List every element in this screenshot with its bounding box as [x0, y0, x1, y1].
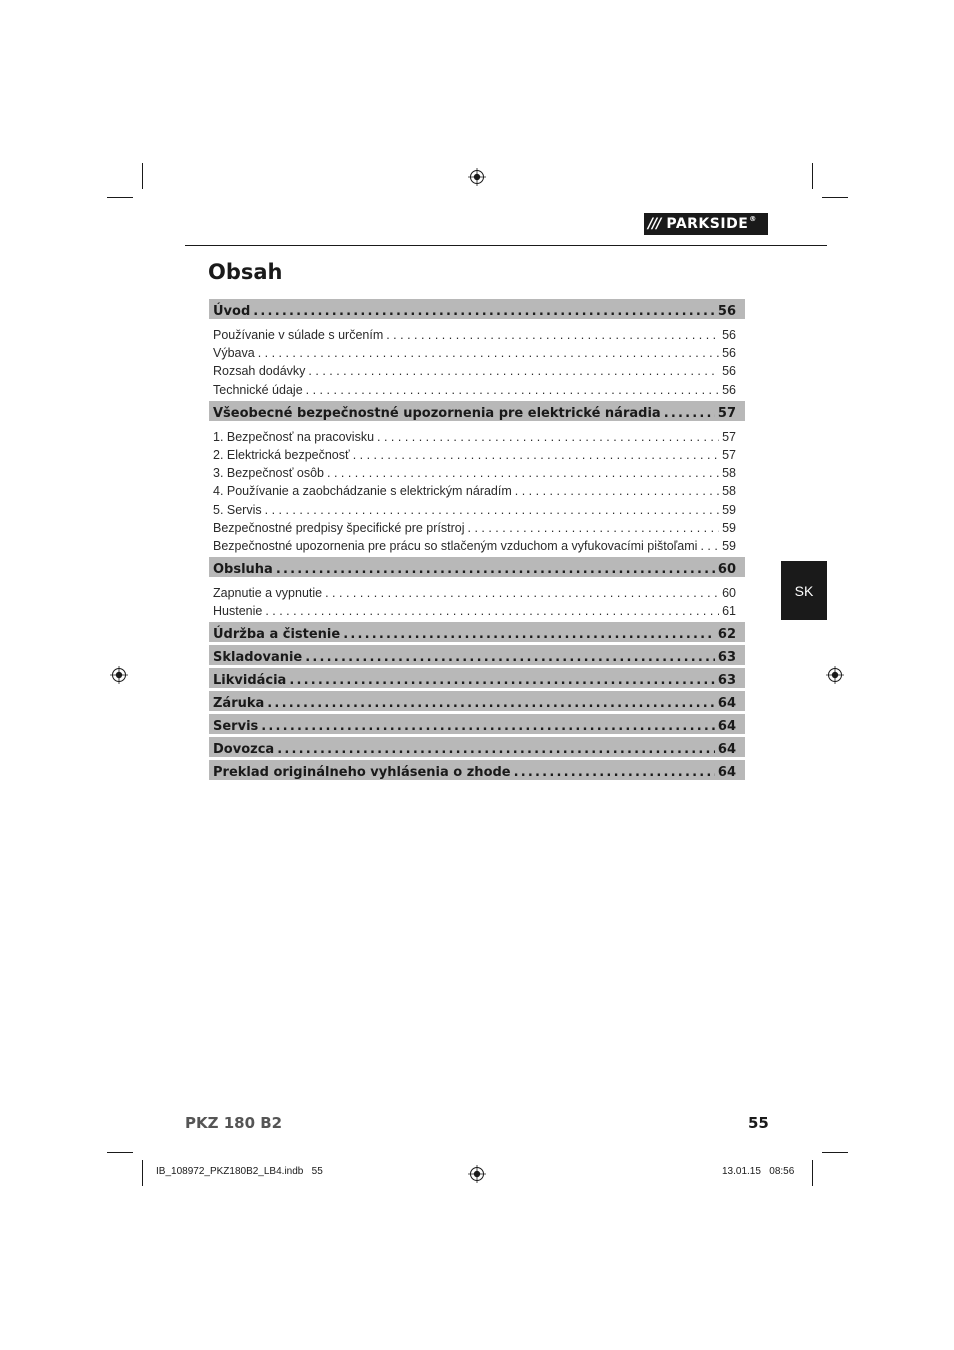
crop-mark — [822, 1152, 848, 1153]
toc-section — [209, 668, 745, 688]
toc-subsection-page: 59 — [722, 538, 736, 553]
toc-subsection-label: Technické údaje — [213, 382, 303, 397]
toc-leader — [305, 650, 715, 665]
toc-section-page: 56 — [717, 304, 736, 319]
toc-subsection-page: 60 — [722, 586, 736, 601]
toc-section — [209, 401, 745, 421]
toc-leader — [343, 627, 715, 642]
footer-page-number: 55 — [748, 1114, 769, 1132]
table-of-contents — [209, 299, 745, 780]
toc-section — [209, 691, 745, 711]
toc-subsection-page: 58 — [722, 484, 736, 499]
toc-subsection-label: Bezpečnostné upozornenia pre prácu so stlačeným vzduchom a vyfukovacími pištoľami — [213, 538, 698, 553]
toc-section-label: Obsluha — [213, 562, 273, 578]
toc-subsection — [209, 326, 745, 344]
logo-trademark: ® — [749, 215, 757, 223]
toc-section-page: 64 — [717, 696, 736, 712]
toc-subsection-list — [209, 582, 745, 622]
toc-subsection — [209, 446, 745, 464]
language-tab: SK — [781, 561, 827, 620]
toc-leader — [265, 503, 719, 517]
crop-mark — [142, 163, 143, 189]
crop-mark — [107, 197, 133, 198]
toc-leader — [327, 466, 719, 480]
toc-subsection — [209, 381, 745, 399]
toc-subsection-label: Rozsah dodávky — [213, 364, 306, 379]
toc-section — [209, 299, 745, 319]
toc-section — [209, 737, 745, 757]
toc-subsection-page: 57 — [722, 429, 736, 444]
toc-section-label: Dovozca — [213, 742, 275, 758]
toc-leader — [353, 448, 719, 462]
toc-subsection — [209, 428, 745, 446]
toc-section — [209, 760, 745, 780]
toc-section-page: 63 — [717, 650, 736, 666]
toc-subsection — [209, 584, 745, 602]
logo-text: PARKSIDE — [666, 216, 749, 232]
toc-leader — [377, 430, 719, 444]
crop-mark — [822, 197, 848, 198]
toc-leader — [386, 328, 719, 342]
toc-subsection — [209, 344, 745, 362]
toc-leader — [514, 765, 715, 780]
toc-leader — [277, 742, 715, 757]
toc-leader — [468, 521, 720, 535]
toc-leader — [515, 484, 719, 498]
toc-subsection-label: 2. Elektrická bezpečnosť — [213, 448, 350, 463]
toc-subsection — [209, 482, 745, 500]
registration-mark-icon — [468, 168, 486, 186]
toc-leader — [276, 562, 715, 577]
toc-leader — [700, 539, 719, 553]
toc-section-page: 60 — [717, 562, 736, 578]
toc-subsection-label: Používanie v súlade s určením — [213, 328, 384, 343]
toc-leader — [261, 719, 715, 734]
toc-leader — [306, 383, 719, 397]
toc-section-label: Záruka — [213, 696, 265, 712]
crop-mark — [812, 1160, 813, 1186]
crop-mark — [107, 1152, 133, 1153]
header-rule — [185, 245, 827, 246]
toc-section-page: 64 — [717, 742, 736, 758]
registration-mark-icon — [110, 666, 128, 684]
toc-section-label: Servis — [213, 719, 259, 735]
page-title: Obsah — [208, 260, 283, 284]
toc-subsection-label: 1. Bezpečnosť na pracovisku — [213, 429, 375, 444]
toc-section-label: Likvidácia — [213, 673, 287, 689]
registration-mark-icon — [468, 1165, 486, 1183]
toc-section-page: 63 — [717, 673, 736, 689]
toc-subsection-label: 5. Servis — [213, 502, 262, 517]
brand-logo — [644, 213, 768, 235]
toc-subsection-page: 59 — [722, 502, 736, 517]
toc-section — [209, 557, 745, 577]
toc-section-label: Údržba a čistenie — [213, 627, 341, 643]
toc-section — [209, 622, 745, 642]
toc-leader — [325, 586, 719, 600]
toc-leader — [253, 304, 715, 319]
toc-leader — [289, 673, 715, 688]
toc-subsection — [209, 464, 745, 482]
toc-subsection — [209, 537, 745, 555]
toc-subsection-page: 59 — [722, 520, 736, 535]
toc-leader — [308, 364, 719, 378]
toc-leader — [267, 696, 715, 711]
toc-subsection-label: 4. Používanie a zaobchádzanie s elektrickým náradím — [213, 484, 512, 499]
toc-leader — [664, 406, 715, 421]
toc-subsection — [209, 501, 745, 519]
toc-subsection-page: 56 — [722, 364, 736, 379]
toc-subsection-page: 56 — [722, 382, 736, 397]
toc-section-label: Úvod — [213, 304, 251, 319]
logo-slashes: /// — [648, 216, 661, 232]
print-slug-file: IB_108972_PKZ180B2_LB4.indb 55 — [156, 1166, 323, 1177]
footer-model: PKZ 180 B2 — [185, 1114, 283, 1132]
toc-leader — [258, 346, 719, 360]
toc-section-page: 57 — [717, 405, 736, 421]
toc-section-label: Všeobecné bezpečnostné upozornenia pre elektrické náradia — [213, 405, 661, 421]
toc-subsection — [209, 362, 745, 380]
toc-subsection-page: 58 — [722, 466, 736, 481]
toc-subsection-page: 56 — [722, 346, 736, 361]
toc-subsection-page: 57 — [722, 448, 736, 463]
toc-section-page: 62 — [717, 627, 736, 643]
toc-subsection-page: 56 — [722, 328, 736, 343]
toc-subsection-label: Hustenie — [213, 604, 263, 619]
toc-subsection-list — [209, 426, 745, 557]
toc-section-page: 64 — [717, 719, 736, 735]
toc-section-label: Preklad originálneho vyhlásenia o zhode — [213, 765, 511, 781]
toc-section — [209, 645, 745, 665]
crop-mark — [142, 1160, 143, 1186]
print-slug-datetime: 13.01.15 08:56 — [722, 1166, 795, 1177]
toc-subsection — [209, 602, 745, 620]
toc-subsection-label: 3. Bezpečnosť osôb — [213, 466, 325, 481]
toc-subsection-label: Bezpečnostné predpisy špecifické pre prístroj — [213, 520, 465, 535]
crop-mark — [812, 163, 813, 189]
toc-section — [209, 714, 745, 734]
toc-subsection-label: Výbava — [213, 346, 255, 361]
toc-leader — [265, 604, 719, 618]
toc-subsection — [209, 519, 745, 537]
toc-subsection-page: 61 — [722, 604, 736, 619]
toc-section-page: 64 — [717, 765, 736, 781]
toc-subsection-label: Zapnutie a vypnutie — [213, 586, 323, 601]
toc-subsection-list — [209, 324, 745, 401]
registration-mark-icon — [826, 666, 844, 684]
toc-section-label: Skladovanie — [213, 650, 303, 666]
